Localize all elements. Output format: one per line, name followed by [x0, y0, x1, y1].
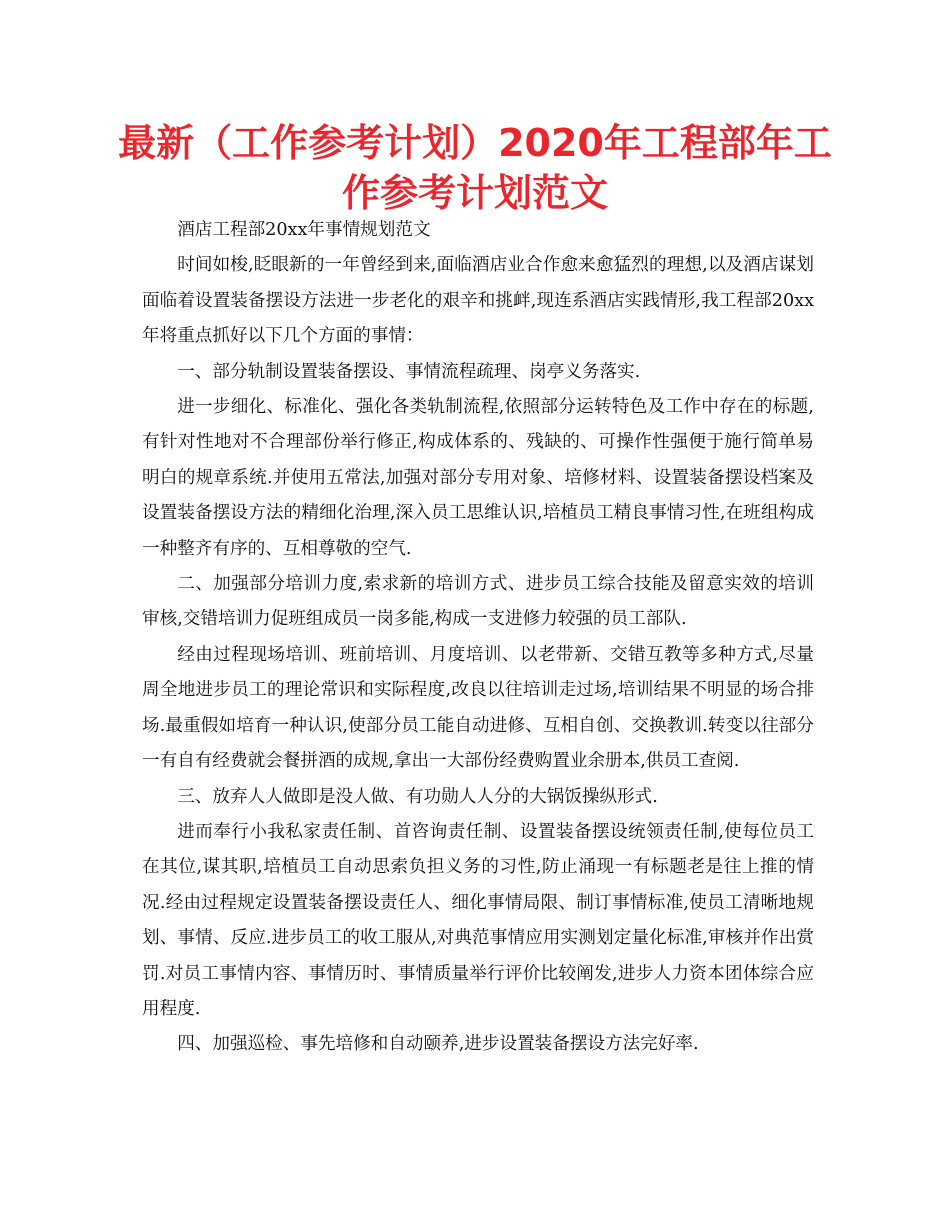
paragraph-subtitle: 酒店工程部20xx年事情规划范文: [177, 220, 431, 240]
paragraph-heading-1: 一、部分轨制设置装备摆设、事情流程疏理、岗亭义务落实.: [177, 361, 641, 382]
paragraph-intro: 时间如梭,眨眼新的一年曾经到来,面临酒店业合作愈来愈猛烈的理想,以及酒店谋划面临着设置装备摆设方法进一步老化的艰辛和挑衅,现连系酒店实践情形,我工程部20xx年将重点抓好以下几个方面的事情：: [142, 255, 814, 347]
paragraph-body-3: 进而奉行小我私家责任制、首咨询责任制、设置装备摆设统领责任制,使每位员工在其位,谋其职,培植员工自动思索负担义务的习性,防止涌现一有标题老是往上推的情况.经由过程规定设置装备摆设责任人、细化事情局限、制订事情标准,使员工清晰地规划、事情、反应.进步员工的收工服从,对典范事情应用实测划定量化标准,审核并作出赏罚.对员工事情内容、事情历时、事情质量举行评价比较阐发,进步人力资本团体综合应用程度.: [142, 821, 814, 1019]
paragraph-heading-2: 二、加强部分培训力度,索求新的培训方式、进步员工综合技能及留意实效的培训审核,交错培训力促班组成员一岗多能,构成一支进修力较强的员工部队.: [142, 574, 814, 630]
paragraph-body-1: 进一步细化、标准化、强化各类轨制流程,依照部分运转特色及工作中存在的标题,有针对性地对不合理部份举行修正,构成体系的、残缺的、可操作性强便于施行简单易明白的规章系统.并使用五常法,加强对部分专用对象、培修材料、设置装备摆设档案及设置装备摆设方法的精细化治理,深入员工思维认识,培植员工精良事情习性,在班组构成一种整齐有序的、互相尊敬的空气.: [142, 397, 814, 559]
paragraph-heading-3: 三、放弃人人做即是没人做、有功勋人人分的大锅饭操纵形式.: [177, 786, 658, 807]
paragraph-body-2: 经由过程现场培训、班前培训、月度培训、以老带新、交错互教等多种方式,尽量周全地进步员工的理论常识和实际程度,改良以往培训走过场,培训结果不明显的场合排场.最重假如培育一种认识,使部分员工能自动进修、互相自创、交换教训.转变以往部分一有自有经费就会餐拼酒的成规,拿出一大部份经费购置业余册本,供员工查阅.: [142, 644, 814, 772]
document-body: [142, 213, 814, 1063]
paragraph-heading-4: 四、加强巡检、事先培修和自动颐养,进步设置装备摆设方法完好率.: [177, 1034, 699, 1055]
document-title: 最新（工作参考计划）2020年工程部年工作参考计划范文: [118, 121, 832, 215]
